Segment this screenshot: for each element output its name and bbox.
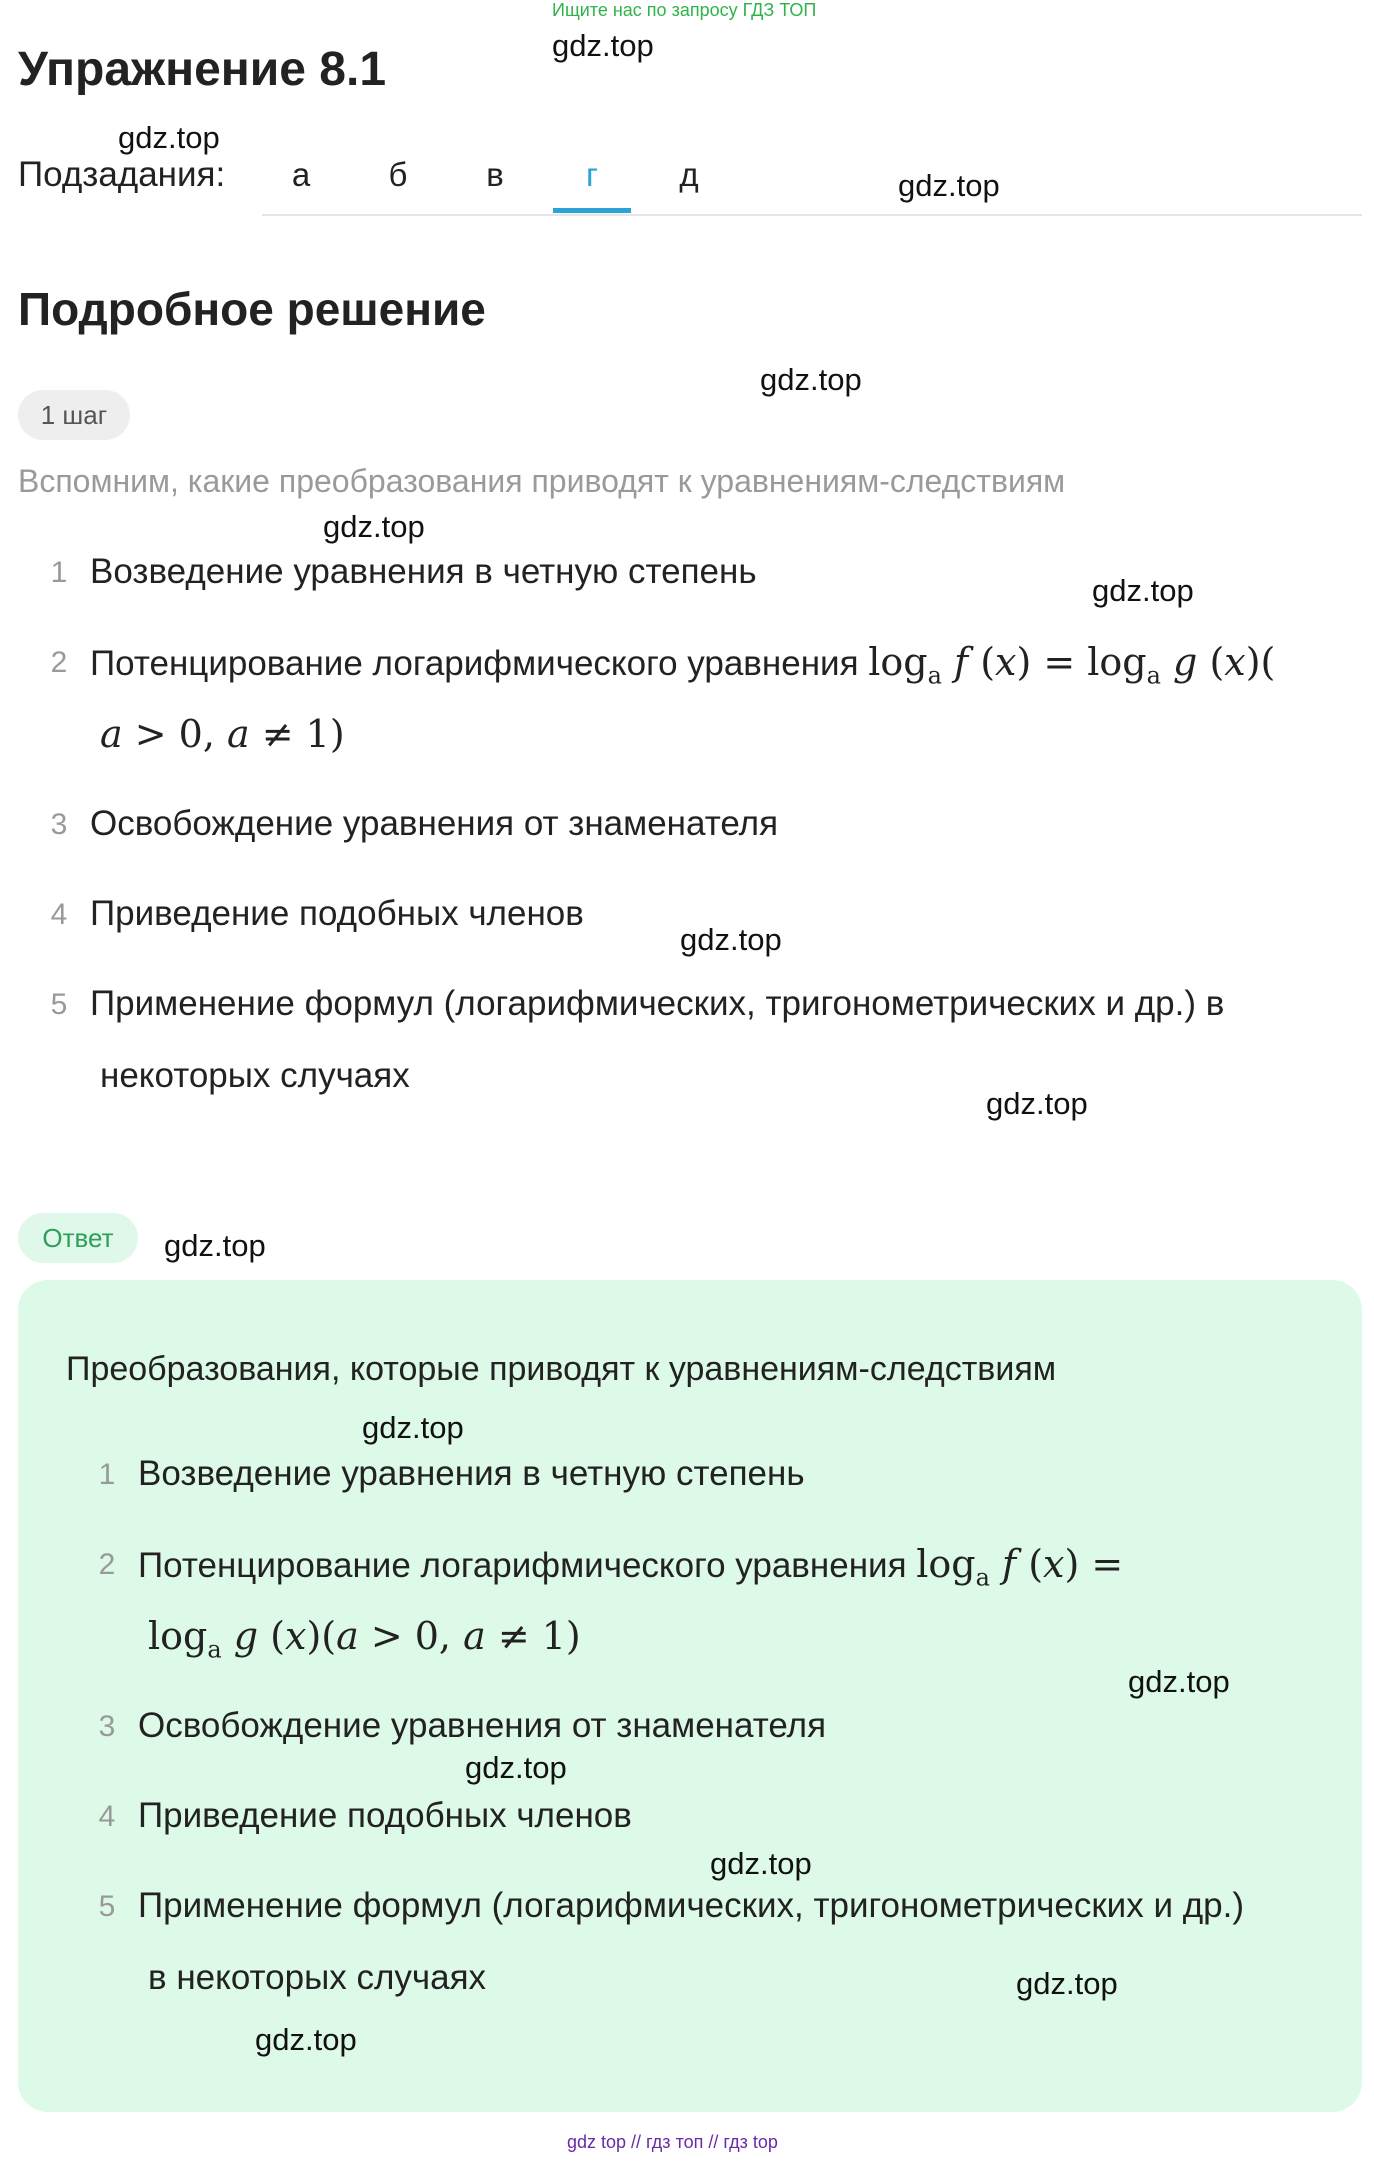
watermark: gdz.top: [760, 362, 862, 397]
watermark: gdz.top: [362, 1410, 464, 1445]
log-formula-part1: $\log_a f$ (x) =: [916, 1542, 1124, 1592]
list-item: [90, 640, 1275, 690]
list-number: 1: [98, 1458, 116, 1491]
watermark: gdz.top: [465, 1750, 567, 1785]
watermark: gdz.top: [164, 1228, 266, 1263]
list-number: 4: [50, 898, 68, 931]
list-item: Применение формул (логарифмических, тригонометрических и др.) в: [90, 984, 1225, 1023]
list-item: Приведение подобных членов: [138, 1796, 632, 1835]
subtasks-label: Подзадания:: [18, 155, 226, 194]
watermark: gdz.top: [552, 28, 654, 63]
list-item: Освобождение уравнения от знаменателя: [138, 1706, 827, 1745]
tab-b[interactable]: б: [388, 156, 408, 193]
watermark: gdz.top: [1016, 1966, 1118, 2001]
list-number: 4: [98, 1800, 116, 1833]
step-intro: Вспомним, какие преобразования приводят к уравнениям-следствиям: [18, 463, 1066, 499]
log-formula-part1: $\log_a f$ $(x) = \log_a g$ (x)(: [868, 640, 1276, 690]
log-formula-part2: $\log_a g$ (x)(a > 0, a ≠ 1): [148, 1614, 581, 1664]
list-item-continued: некоторых случаях: [100, 1056, 410, 1095]
tab-d[interactable]: д: [679, 156, 699, 193]
list-number: 2: [98, 1548, 116, 1581]
list-number: 5: [50, 988, 68, 1021]
watermark: gdz.top: [118, 120, 220, 155]
tab-v[interactable]: в: [486, 156, 504, 193]
list-number: 2: [50, 646, 68, 679]
step-badge: 1 шаг: [18, 390, 130, 440]
footer-links[interactable]: gdz top // гдз топ // гдз top: [567, 2132, 778, 2152]
list-item: Приведение подобных членов: [90, 894, 584, 933]
answer-heading: Преобразования, которые приводят к уравнениям-следствиям: [66, 1350, 1057, 1388]
page-title: Упражнение 8.1: [18, 43, 387, 96]
list-item: Освобождение уравнения от знаменателя: [90, 804, 779, 843]
list-item-text: Потенцирование логарифмического уравнения: [90, 644, 859, 683]
watermark: gdz.top: [680, 922, 782, 957]
log-formula-part2: a > 0, a ≠ 1): [100, 712, 345, 756]
watermark: gdz.top: [323, 509, 425, 544]
list-item-continued: в некоторых случаях: [148, 1958, 487, 1997]
list-item: Применение формул (логарифмических, тригонометрических и др.): [138, 1886, 1245, 1925]
list-item: Возведение уравнения в четную степень: [138, 1454, 805, 1493]
subtask-tabs: [262, 146, 1362, 216]
list-number: 1: [50, 556, 68, 589]
list-item: Возведение уравнения в четную степень: [90, 552, 757, 591]
tab-g[interactable]: г: [553, 146, 631, 213]
watermark: gdz.top: [898, 168, 1000, 203]
watermark: gdz.top: [710, 1846, 812, 1881]
list-item-text: Потенцирование логарифмического уравнения: [138, 1546, 907, 1585]
list-number: 5: [98, 1890, 116, 1923]
list-item: [138, 1542, 1123, 1592]
list-number: 3: [98, 1710, 116, 1743]
watermark: gdz.top: [986, 1086, 1088, 1121]
watermark: gdz.top: [1092, 573, 1194, 608]
section-title: Подробное решение: [18, 283, 486, 335]
promo-text: Ищите нас по запросу ГДЗ ТОП: [552, 0, 817, 20]
watermark: gdz.top: [255, 2022, 357, 2057]
answer-badge: Ответ: [18, 1213, 138, 1263]
tab-a[interactable]: а: [291, 156, 311, 193]
list-number: 3: [50, 808, 68, 841]
watermark: gdz.top: [1128, 1664, 1230, 1699]
